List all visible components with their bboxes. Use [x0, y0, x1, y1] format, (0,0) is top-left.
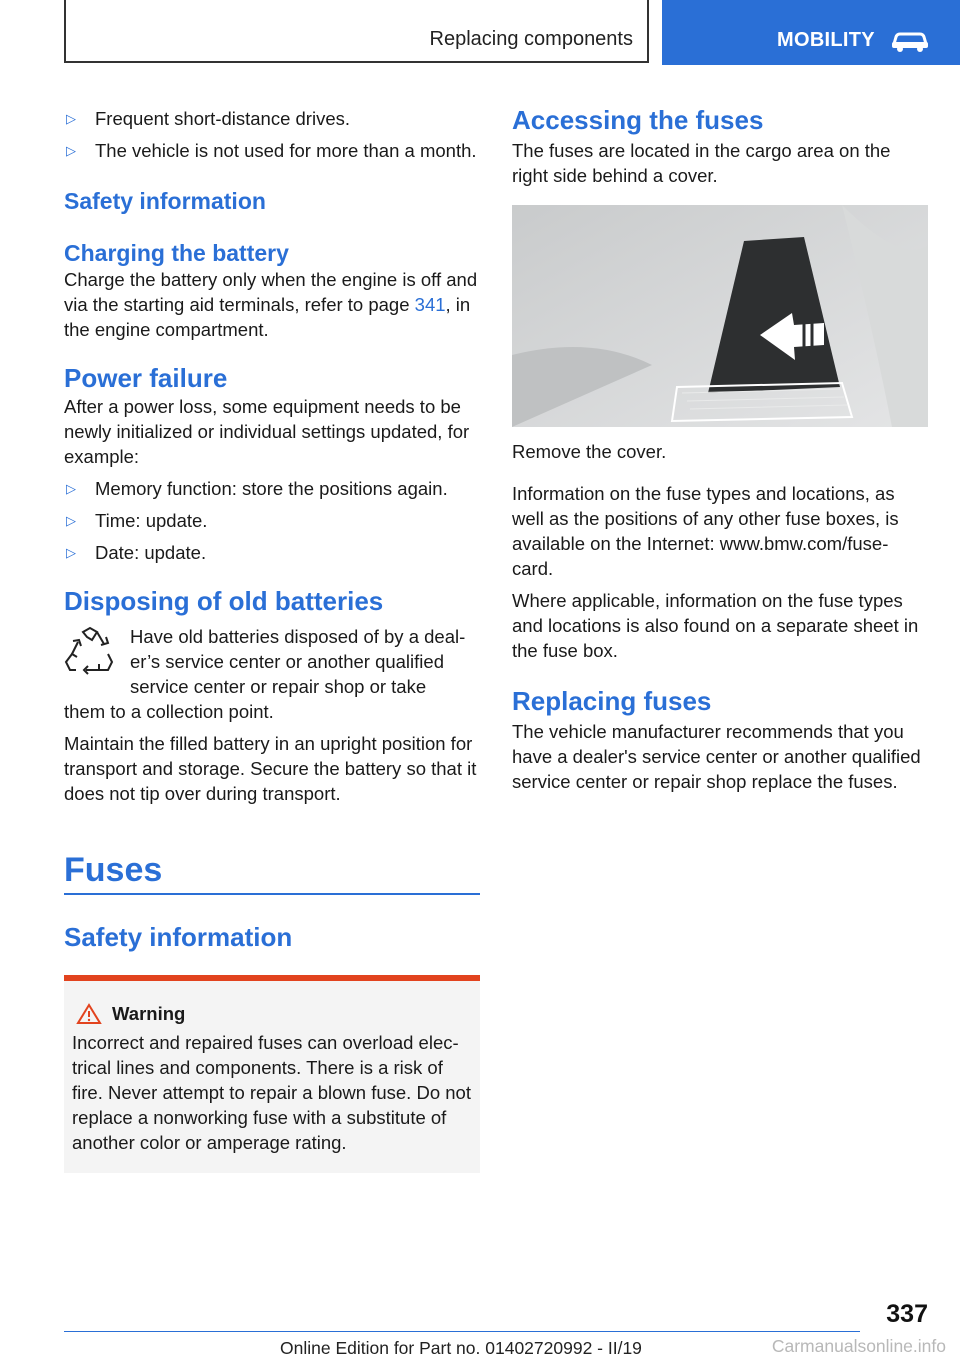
- recycle-icon: [64, 624, 130, 699]
- fuse-cover-photo: [512, 205, 928, 427]
- page-link[interactable]: 341: [414, 294, 446, 315]
- list-item-text: Memory function: store the positions again.: [95, 478, 448, 499]
- list-item: [64, 508, 480, 533]
- replacing-text: The vehicle manufacturer recommends that you have a dealer's service center or another qualified service center or repair shop replace the fuses.: [512, 721, 921, 792]
- fuses-rule: [64, 893, 480, 895]
- edition-text: Online Edition for Part no. 01402720992 - II/19: [280, 1338, 642, 1358]
- replacing-heading: Replacing fuses: [512, 686, 712, 716]
- fuses-heading: Fuses: [64, 851, 163, 889]
- bullet-triangle-icon: ▷: [66, 513, 76, 528]
- footer-rule: [64, 1331, 860, 1332]
- warning-triangle-icon: [76, 1003, 102, 1025]
- list-item: [64, 540, 480, 565]
- watermark: Carmanualsonline.info: [771, 1336, 946, 1356]
- warning-box: [64, 975, 480, 1173]
- left-column: [64, 98, 480, 1173]
- page-number: 337: [886, 1300, 928, 1328]
- bullet-triangle-icon: ▷: [66, 481, 76, 496]
- list-item-text: Time: update.: [95, 510, 208, 531]
- right-column: [512, 98, 928, 794]
- fuses-safety-heading: Safety information: [64, 922, 293, 952]
- recycle-block: [64, 624, 480, 699]
- disposing-text-lead: Have old batteries disposed of by a dealer’s service center or another qualified service center or repair shop or take: [130, 626, 466, 697]
- mobility-tab-label: MOBILITY: [777, 29, 875, 51]
- list-item-text: Frequent short-distance drives.: [95, 108, 351, 129]
- bullet-triangle-icon: ▷: [66, 111, 76, 126]
- maintain-text: Maintain the filled battery in an upright position for transport and storage. Secure the battery so that it does not tip over during transport.: [64, 733, 477, 804]
- accessing-heading: Accessing the fuses: [512, 105, 764, 135]
- list-item-text: Date: update.: [95, 542, 207, 563]
- info-text: Information on the fuse types and locations, as well as the positions of any other fuse boxes, is available on the Internet: www.bmw.com/fuse-card.: [512, 483, 899, 579]
- list-item-text: The vehicle is not used for more than a month.: [95, 140, 477, 161]
- power-failure-heading: Power failure: [64, 363, 228, 393]
- disposing-text: them to a collection point.: [64, 701, 274, 722]
- bullet-triangle-icon: ▷: [66, 143, 76, 158]
- accessing-text: The fuses are located in the cargo area on the right side behind a cover.: [512, 140, 891, 186]
- remove-text: Remove the cover.: [512, 441, 667, 462]
- charging-text: Charge the battery only when the engine is off and via the starting aid terminals, refer to page 341, in the engine compartment.: [64, 269, 478, 340]
- warning-title: Warning: [72, 1001, 472, 1026]
- power-failure-text: After a power loss, some equipment needs to be newly initialized or individual settings updated, for example:: [64, 396, 470, 467]
- charging-heading: Charging the battery: [64, 240, 289, 266]
- list-item: [64, 476, 480, 501]
- header-frame: [64, 0, 649, 63]
- mobility-tab[interactable]: [662, 0, 960, 65]
- where-text: Where applicable, information on the fuse types and locations is also found on a separate sheet in the fuse box.: [512, 590, 919, 661]
- section-title: Replacing components: [429, 28, 633, 50]
- list-item: [64, 138, 480, 163]
- disposing-heading: Disposing of old batteries: [64, 586, 384, 616]
- safety-heading: Safety information: [64, 188, 266, 214]
- car-icon: [890, 28, 930, 52]
- warning-text: Incorrect and repaired fuses can overload electrical lines and components. There is a risk of fire. Never attempt to repair a blown fuse. Do not replace a nonworking fuse with a substitute of another color or amperage rating.: [72, 1032, 471, 1153]
- list-item: [64, 106, 480, 131]
- bullet-triangle-icon: ▷: [66, 545, 76, 560]
